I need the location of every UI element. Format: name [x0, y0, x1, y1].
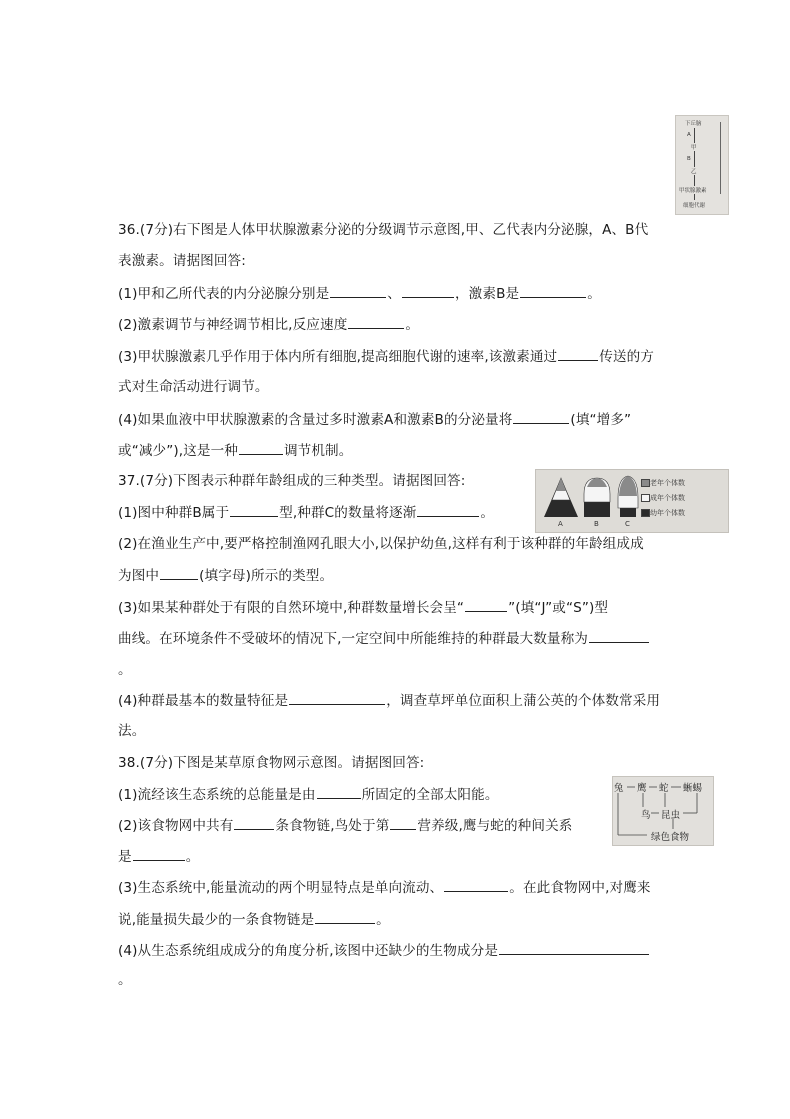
- q38-part3-text-c: 说,能量损失最少的一条食物链是: [118, 912, 315, 928]
- q38-blank-5[interactable]: [444, 877, 508, 892]
- legend-swatch-adult: [641, 494, 650, 502]
- q36-part4-text-b: (填“增多”: [570, 412, 632, 428]
- q37-part3-line2: [118, 628, 650, 649]
- q36-part4-text-a: (4)如果血液中甲状腺激素的含量过多时激素A和激素B的分泌量将: [118, 412, 513, 428]
- food-web-green-plants: 绿色食物: [651, 832, 690, 843]
- fig1-feedback-line: [720, 122, 721, 194]
- fig1-label-yi: 乙: [691, 169, 697, 175]
- legend-swatch-old: [641, 479, 650, 487]
- q36-blank-1[interactable]: [330, 283, 386, 298]
- q38-part1-text-a: (1)流经该生态系统的总能量是由: [118, 787, 316, 803]
- q36-blank-3[interactable]: [520, 283, 586, 298]
- q37-part4-line1: [118, 690, 660, 711]
- food-web-rabbit: 兔: [614, 783, 624, 794]
- q37-part2-text-b: 为图中: [118, 568, 160, 584]
- q38-part2-text-a: (2)该食物网中共有: [118, 818, 234, 834]
- q36-part3-line2: 式对生命活动进行调节。: [118, 379, 269, 395]
- q37-part2-line1: (2)在渔业生产中,要严格控制渔网孔眼大小,以保护幼鱼,这样有利于该种群的年龄组成成: [118, 536, 644, 552]
- q36-blank-2[interactable]: [402, 283, 454, 298]
- q37-part3-line1: [118, 597, 608, 618]
- q38-part3-text-d: 。: [376, 912, 390, 928]
- q38-blank-6[interactable]: [315, 909, 375, 924]
- q37-part4-text-b: ，调查草坪单位面积上蒲公英的个体数常采用: [386, 693, 661, 709]
- q38-part1: [118, 784, 499, 805]
- food-web-eagle: 鹰: [637, 783, 647, 794]
- q37-blank-4[interactable]: [465, 597, 507, 612]
- q37-part4-text-a: (4)种群最基本的数量特征是: [118, 693, 289, 709]
- age-structure-figure: [535, 469, 729, 533]
- q36-blank-6[interactable]: [513, 409, 569, 424]
- legend-swatch-young: [641, 509, 650, 517]
- fig1-label-thyroxine: 甲状腺激素: [679, 188, 707, 194]
- q38-part3-line1: [118, 877, 651, 898]
- fig1-label-hypothalamus: 下丘脑: [685, 121, 702, 127]
- q36-heading-line2: 表激素。请据图回答:: [118, 253, 246, 269]
- q36-part2-text-b: 。: [405, 317, 420, 333]
- q36-part2: [118, 314, 419, 335]
- q36-part4-line1: [118, 409, 631, 430]
- food-web-lizard: 蜥蜴: [683, 783, 703, 794]
- q38-blank-3[interactable]: [390, 815, 416, 830]
- q37-blank-1[interactable]: [230, 502, 278, 517]
- food-web-insect: 昆虫: [661, 810, 681, 821]
- fig2-caption-a: A: [558, 520, 563, 528]
- legend-young: 幼年个体数: [650, 509, 685, 517]
- q36-part4-line2: [118, 440, 352, 461]
- q37-part1: [118, 502, 494, 523]
- q37-blank-6[interactable]: [289, 690, 385, 705]
- q38-part4-line2: 。: [118, 972, 132, 988]
- food-web-figure: [612, 776, 714, 846]
- q36-part1-text-a: (1)甲和乙所代表的内分泌腺分别是: [118, 286, 330, 302]
- q36-heading-line1: 36.(7分)右下图是人体甲状腺激素分泌的分级调节示意图,甲、乙代表内分泌腺，A、B代: [118, 222, 649, 238]
- q37-part1-text-a: (1)图中种群B属于: [118, 505, 230, 521]
- q38-part3-text-b: 。在此食物网中,对鹰来: [509, 880, 651, 896]
- q37-part2-line2: [118, 565, 333, 586]
- q36-part4-text-c: 或“减少”),这是一种: [118, 443, 238, 459]
- q38-part4-text-a: (4)从生态系统组成成分的角度分析,该图中还缺少的生物成分是: [118, 943, 499, 959]
- fig1-label-metabolism: 细胞代谢: [683, 203, 706, 209]
- q38-part4-line1: [118, 940, 650, 961]
- q38-part2-line2: [118, 846, 199, 867]
- q38-part3-text-a: (3)生态系统中,能量流动的两个明显特点是单向流动、: [118, 880, 444, 896]
- q38-blank-7[interactable]: [499, 940, 649, 955]
- food-web-snake: 蛇: [659, 783, 669, 794]
- food-web-bird: 鸟: [641, 810, 651, 821]
- q37-blank-5[interactable]: [589, 628, 649, 643]
- q36-part1-text-b: 、: [387, 286, 401, 302]
- q38-part3-line2: [118, 909, 390, 930]
- q37-part3-line3: 。: [118, 662, 132, 678]
- q37-part3-text-a: (3)如果某种群处于有限的自然环境中,种群数量增长会呈“: [118, 600, 465, 616]
- q36-part1-text-c: ，激素B是: [454, 286, 520, 302]
- q38-blank-4[interactable]: [133, 846, 185, 861]
- q37-part3-text-b: ”(填“J”或“S”)型: [508, 600, 609, 616]
- q38-heading: 38.(7分)下图是某草原食物网示意图。请据图回答:: [118, 755, 425, 771]
- q37-blank-3[interactable]: [160, 565, 198, 580]
- hormone-regulation-figure: [675, 115, 729, 215]
- q38-part2-text-d: 是: [118, 849, 132, 865]
- q37-part1-text-c: 。: [480, 505, 495, 521]
- fig1-label-jia: 甲: [691, 145, 697, 151]
- q37-heading: 37.(7分)下图表示种群年龄组成的三种类型。请据图回答:: [118, 473, 466, 489]
- q38-blank-1[interactable]: [317, 784, 361, 799]
- q36-blank-7[interactable]: [239, 440, 283, 455]
- q36-part3-line1: [118, 346, 654, 367]
- q37-part3-text-c: 曲线。在环境条件不受破坏的情况下,一定空间中所能维持的种群最大数量称为: [118, 631, 589, 647]
- q36-part1-text-d: 。: [587, 286, 601, 302]
- q38-part2-line1: [118, 815, 572, 836]
- pyramid-a-top: [556, 478, 566, 491]
- age-pyramids-svg: [538, 472, 642, 522]
- q36-blank-5[interactable]: [558, 346, 598, 361]
- q38-part2-text-e: 。: [185, 849, 200, 865]
- q36-part4-text-d: 调节机制。: [283, 443, 353, 459]
- fig2-caption-c: C: [625, 520, 630, 528]
- q36-blank-4[interactable]: [348, 314, 404, 329]
- legend-old: 老年个体数: [650, 479, 685, 487]
- q37-part2-text-c: (填字母)所示的类型。: [199, 568, 334, 584]
- q37-part4-line2: 法。: [118, 723, 146, 739]
- q38-blank-2[interactable]: [234, 815, 274, 830]
- q37-blank-2[interactable]: [417, 502, 479, 517]
- q36-part2-text-a: (2)激素调节与神经调节相比,反应速度: [118, 317, 348, 333]
- q38-part2-text-c: 营养级,鹰与蛇的种间关系: [417, 818, 573, 834]
- q37-part1-text-b: 型,种群C的数量将逐渐: [279, 505, 417, 521]
- q36-part3-text-a: (3)甲状腺激素几乎作用于体内所有细胞,提高细胞代谢的速率,该激素通过: [118, 349, 558, 365]
- q38-part1-text-b: 所固定的全部太阳能。: [361, 787, 499, 803]
- q36-part3-text-b: 传送的方: [599, 349, 654, 365]
- pyramid-c-top: [619, 476, 637, 496]
- q38-part2-text-b: 条食物链,鸟处于第: [275, 818, 390, 834]
- fig1-label-b: B: [687, 156, 691, 162]
- legend-adult: 成年个体数: [650, 494, 685, 502]
- q36-part1: [118, 283, 601, 304]
- fig2-caption-b: B: [594, 520, 599, 528]
- fig1-label-a: A: [687, 132, 691, 138]
